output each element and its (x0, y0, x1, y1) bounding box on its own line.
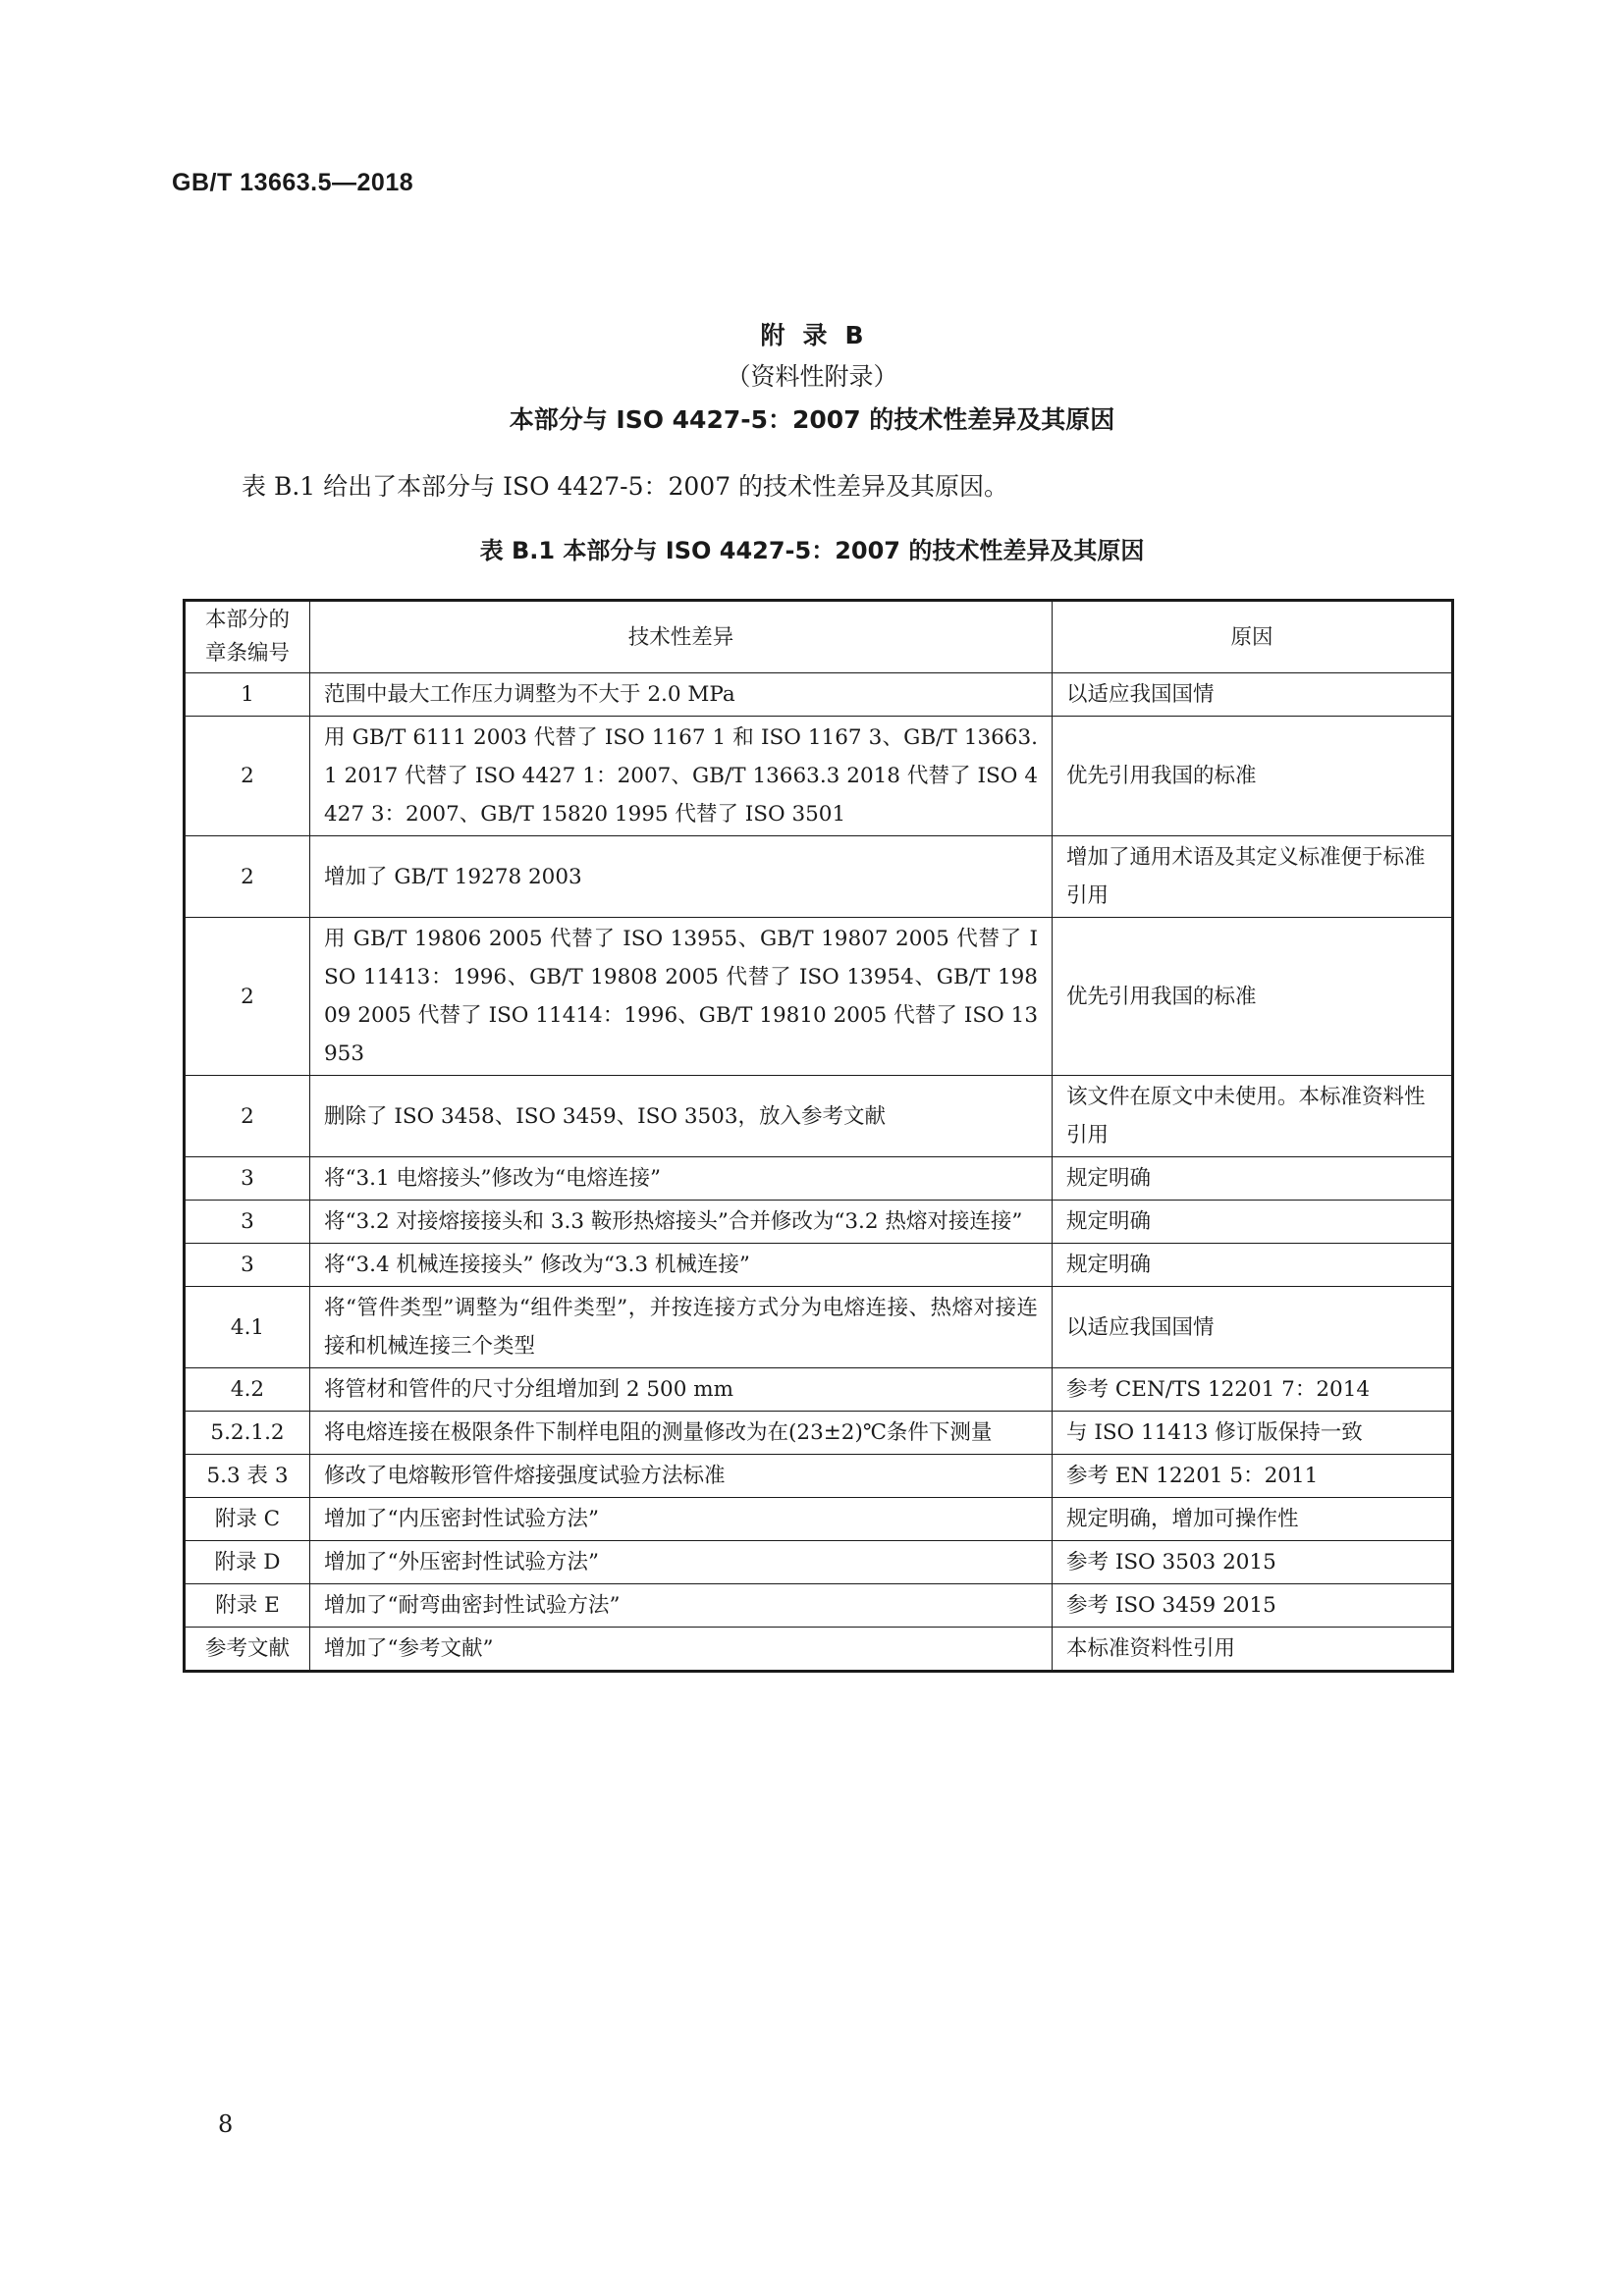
header-clause-no: 本部分的章条编号 (185, 601, 310, 673)
cell-clause: 3 (185, 1201, 310, 1244)
table-body (185, 673, 1453, 1672)
table-row (185, 1076, 1453, 1157)
cell-clause: 5.3 表 3 (185, 1455, 310, 1498)
cell-reason: 规定明确，增加可操作性 (1053, 1498, 1453, 1541)
cell-difference: 将“3.2 对接熔接接头和 3.3 鞍形热熔接头”合并修改为“3.2 热熔对接连接” (310, 1201, 1053, 1244)
cell-reason: 参考 ISO 3503 2015 (1053, 1541, 1453, 1584)
table-header (185, 601, 1453, 673)
cell-clause: 3 (185, 1157, 310, 1201)
cell-difference: 将“3.1 电熔接头”修改为“电熔连接” (310, 1157, 1053, 1201)
cell-reason: 优先引用我国的标准 (1053, 918, 1453, 1076)
cell-clause: 附录 C (185, 1498, 310, 1541)
cell-difference: 增加了“耐弯曲密封性试验方法” (310, 1584, 1053, 1628)
table-row (185, 1628, 1453, 1672)
table-row (185, 836, 1453, 918)
cell-reason: 以适应我国国情 (1053, 673, 1453, 717)
cell-difference: 用 GB/T 19806 2005 代替了 ISO 13955、GB/T 19807 2005 代替了 ISO 11413：1996、GB/T 19808 2005 代替了 ISO 13954、GB/T 19809 2005 代替了 ISO 11414：1996、GB/T 19810 2005 代替了 ISO 13953 (310, 918, 1053, 1076)
table-row (185, 1287, 1453, 1368)
cell-clause: 2 (185, 918, 310, 1076)
cell-difference: 增加了“内压密封性试验方法” (310, 1498, 1053, 1541)
cell-difference: 增加了 GB/T 19278 2003 (310, 836, 1053, 918)
table-row (185, 1157, 1453, 1201)
cell-difference: 将“管件类型”调整为“组件类型”，并按连接方式分为电熔连接、热熔对接连接和机械连接三个类型 (310, 1287, 1053, 1368)
cell-difference: 用 GB/T 6111 2003 代替了 ISO 1167 1 和 ISO 1167 3、GB/T 13663.1 2017 代替了 ISO 4427 1：2007、GB/T 13663.3 2018 代替了 ISO 4427 3：2007、GB/T 15820 1995 代替了 ISO 3501 (310, 717, 1053, 836)
cell-difference: 范围中最大工作压力调整为不大于 2.0 MPa (310, 673, 1053, 717)
table-row (185, 1412, 1453, 1455)
cell-clause: 2 (185, 717, 310, 836)
cell-reason: 优先引用我国的标准 (1053, 717, 1453, 836)
standard-code: GB/T 13663.5—2018 (172, 169, 414, 196)
intro-paragraph: 表 B.1 给出了本部分与 ISO 4427-5：2007 的技术性差异及其原因。 (242, 472, 1009, 501)
cell-reason: 参考 CEN/TS 12201 7：2014 (1053, 1368, 1453, 1412)
cell-reason: 与 ISO 11413 修订版保持一致 (1053, 1412, 1453, 1455)
annex-type: （资料性附录） (726, 362, 898, 391)
table-row (185, 1244, 1453, 1287)
cell-clause: 2 (185, 836, 310, 918)
cell-reason: 增加了通用术语及其定义标准便于标准引用 (1053, 836, 1453, 918)
table-header-row (185, 601, 1453, 673)
differences-table (183, 599, 1454, 1673)
cell-reason: 规定明确 (1053, 1157, 1453, 1201)
cell-clause: 2 (185, 1076, 310, 1157)
table-row (185, 673, 1453, 717)
table-caption: 表 B.1 本部分与 ISO 4427-5：2007 的技术性差异及其原因 (479, 537, 1145, 564)
cell-reason: 参考 ISO 3459 2015 (1053, 1584, 1453, 1628)
cell-difference: 删除了 ISO 3458、ISO 3459、ISO 3503，放入参考文献 (310, 1076, 1053, 1157)
cell-reason: 规定明确 (1053, 1244, 1453, 1287)
table-row (185, 1201, 1453, 1244)
cell-reason: 规定明确 (1053, 1201, 1453, 1244)
cell-reason: 以适应我国国情 (1053, 1287, 1453, 1368)
cell-difference: 增加了“参考文献” (310, 1628, 1053, 1672)
table-row (185, 717, 1453, 836)
cell-reason: 本标准资料性引用 (1053, 1628, 1453, 1672)
header-reason: 原因 (1053, 601, 1453, 673)
annex-name: 本部分与 ISO 4427-5：2007 的技术性差异及其原因 (509, 405, 1115, 434)
table-row (185, 1541, 1453, 1584)
cell-clause: 4.2 (185, 1368, 310, 1412)
cell-clause: 4.1 (185, 1287, 310, 1368)
cell-clause: 1 (185, 673, 310, 717)
cell-clause: 参考文献 (185, 1628, 310, 1672)
cell-difference: 修改了电熔鞍形管件熔接强度试验方法标准 (310, 1455, 1053, 1498)
cell-reason: 该文件在原文中未使用。本标准资料性引用 (1053, 1076, 1453, 1157)
cell-clause: 附录 E (185, 1584, 310, 1628)
cell-difference: 将“3.4 机械连接接头” 修改为“3.3 机械连接” (310, 1244, 1053, 1287)
cell-clause: 5.2.1.2 (185, 1412, 310, 1455)
cell-clause: 3 (185, 1244, 310, 1287)
page-number: 8 (218, 2110, 234, 2138)
header-difference: 技术性差异 (310, 601, 1053, 673)
annex-title: 附录B (760, 321, 882, 349)
table-row (185, 1368, 1453, 1412)
cell-difference: 将电熔连接在极限条件下制样电阻的测量修改为在(23±2)℃条件下测量 (310, 1412, 1053, 1455)
table-row (185, 1498, 1453, 1541)
table-row (185, 1584, 1453, 1628)
cell-difference: 增加了“外压密封性试验方法” (310, 1541, 1053, 1584)
table-row (185, 1455, 1453, 1498)
table-row (185, 918, 1453, 1076)
cell-difference: 将管材和管件的尺寸分组增加到 2 500 mm (310, 1368, 1053, 1412)
cell-clause: 附录 D (185, 1541, 310, 1584)
cell-reason: 参考 EN 12201 5：2011 (1053, 1455, 1453, 1498)
